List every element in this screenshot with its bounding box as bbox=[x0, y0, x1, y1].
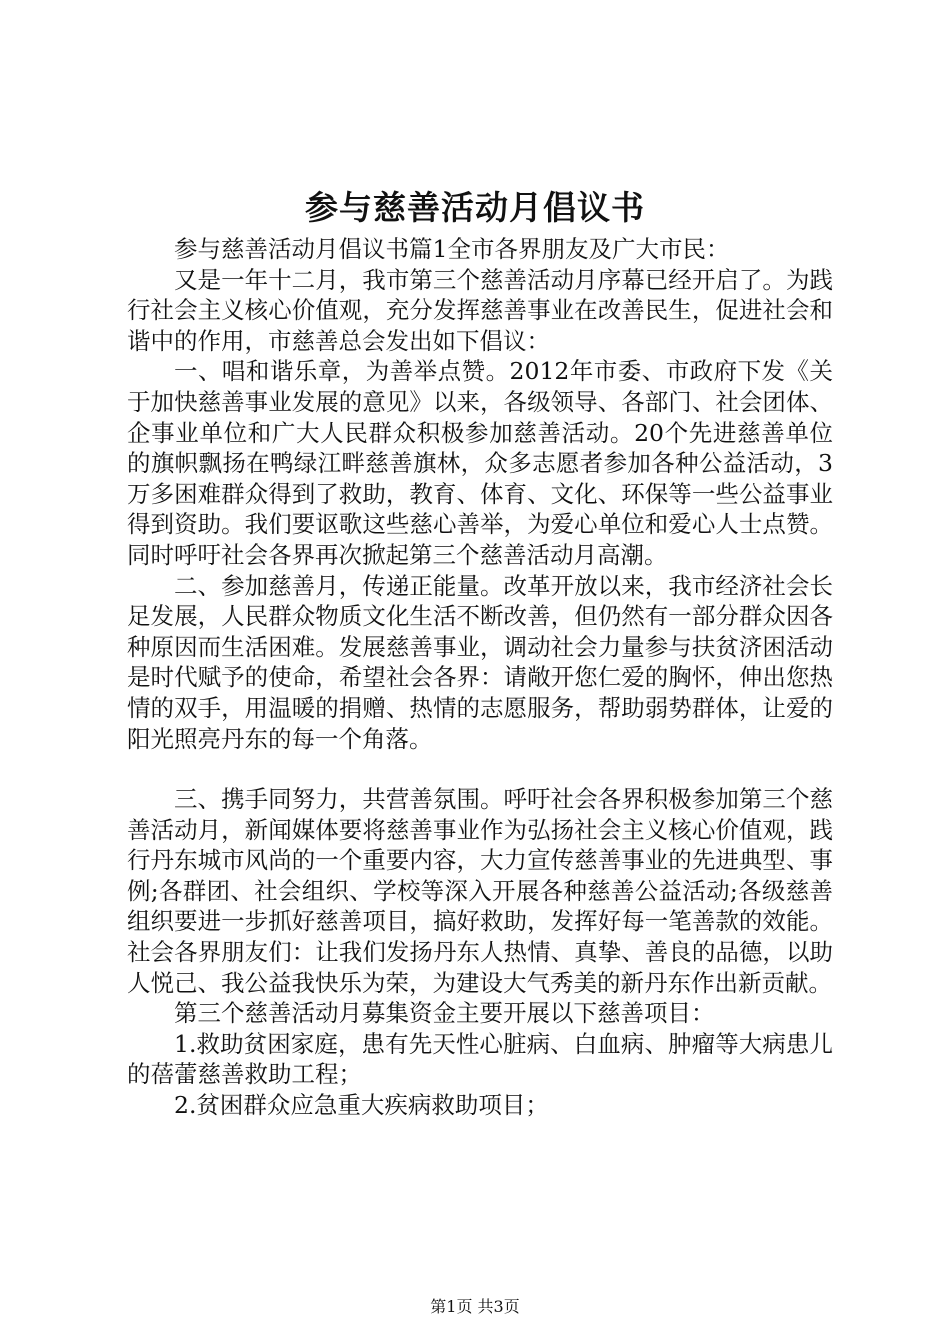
projects-intro-paragraph: 第三个慈善活动月募集资金主要开展以下慈善项目： bbox=[174, 999, 715, 1028]
intro-paragraph: 又是一年十二月，我市第三个慈善活动月序幕已经开启了。为践行社会主义核心价值观，充分发挥慈善事业在改善民生，促进社会和谐中的作用，市慈善总会发出如下倡议： bbox=[127, 265, 833, 355]
proposal-two-paragraph: 二、参加慈善月，传递正能量。改革开放以来，我市经济社会长足发展，人民群众物质文化生活不断改善，但仍然有一部分群众因各种原因而生活困难。发展慈善事业，调动社会力量参与扶贫济困活动是时代赋予的使命，希望社会各界：请敞开您仁爱的胸怀，伸出您热情的双手，用温暖的捐赠、热情的志愿服务，帮助弱势群体，让爱的阳光照亮丹东的每一个角落。 bbox=[127, 571, 833, 753]
project-item-2: 2.贫困群众应急重大疾病救助项目； bbox=[174, 1091, 549, 1120]
proposal-three-paragraph: 三、携手同努力，共营善氛围。呼吁社会各界积极参加第三个慈善活动月，新闻媒体要将慈善事业作为弘扬社会主义核心价值观，践行丹东城市风尚的一个重要内容，大力宣传慈善事业的先进典型、事例;各群团、社会组织、学校等深入开展各种慈善公益活动;各级慈善组织要进一步抓好慈善项目，搞好救助，发挥好每一笔善款的效能。社会各界朋友们：让我们发扬丹东人热情、真挚、善良的品德，以助人悦己、我公益我快乐为荣，为建设大气秀美的新丹东作出新贡献。 bbox=[127, 785, 833, 997]
document-body bbox=[127, 234, 833, 1121]
page-number-footer: 第1页 共3页 bbox=[430, 1297, 520, 1316]
salutation-paragraph: 参与慈善活动月倡议书篇1全市各界朋友及广大市民： bbox=[174, 235, 730, 263]
document-title: 参与慈善活动月倡议书 bbox=[305, 188, 645, 227]
project-item-1: 1.救助贫困家庭，患有先天性心脏病、白血病、肿瘤等大病患儿的蓓蕾慈善救助工程； bbox=[127, 1029, 833, 1089]
proposal-one-paragraph: 一、唱和谐乐章，为善举点赞。2012年市委、市政府下发《关于加快慈善事业发展的意见》以来，各级领导、各部门、社会团体、企事业单位和广大人民群众积极参加慈善活动。20个先进慈善单位的旗帜飘扬在鸭绿江畔慈善旗林，众多志愿者参加各种公益活动，3万多困难群众得到了救助，教育、体育、文化、环保等一些公益事业得到资助。我们要讴歌这些慈心善举，为爱心单位和爱心人士点赞。同时呼吁社会各界再次掀起第三个慈善活动月高潮。 bbox=[127, 357, 833, 569]
